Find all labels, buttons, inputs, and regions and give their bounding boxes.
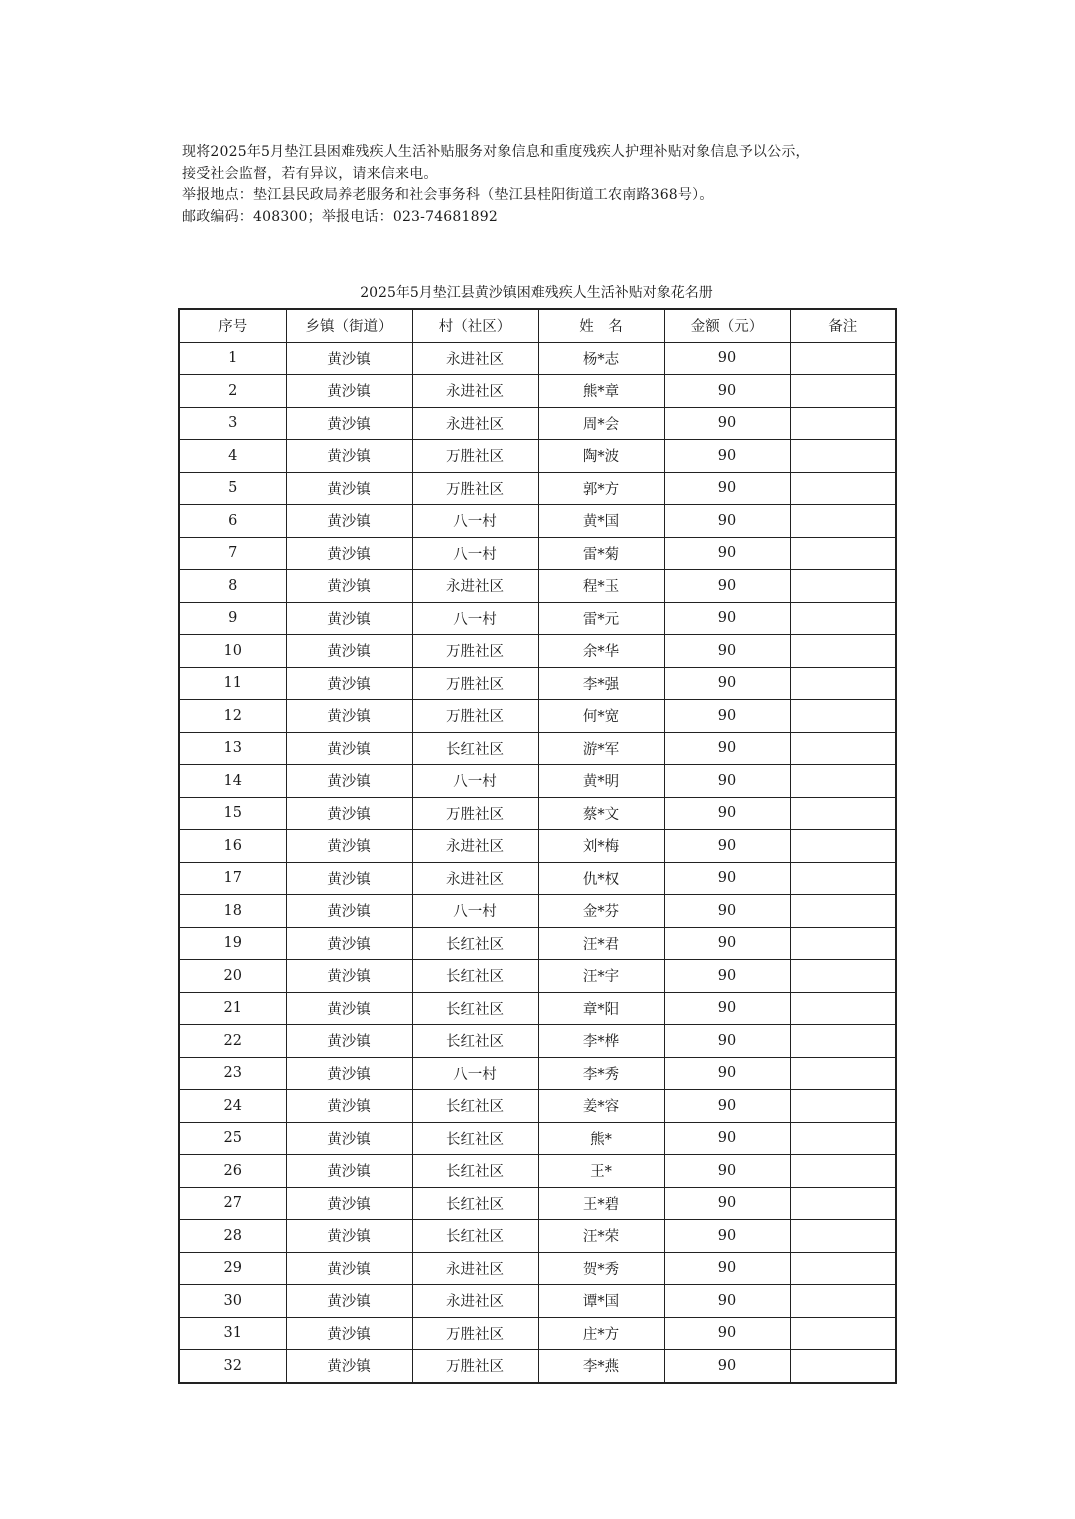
cell-name: 何*宽 (538, 700, 664, 733)
cell-amount: 90 (664, 700, 790, 733)
cell-town: 黄沙镇 (286, 895, 412, 928)
notice-line-4: 邮政编码：408300；举报电话：023-74681892 (182, 208, 498, 225)
cell-amount: 90 (664, 862, 790, 895)
cell-remark (790, 1350, 896, 1383)
cell-amount: 90 (664, 797, 790, 830)
cell-remark (790, 1187, 896, 1220)
cell-name: 汪*君 (538, 927, 664, 960)
cell-remark (790, 765, 896, 798)
cell-name: 刘*梅 (538, 830, 664, 863)
cell-index: 18 (179, 895, 286, 928)
cell-village: 万胜社区 (412, 1350, 538, 1383)
cell-amount: 90 (664, 765, 790, 798)
table-row (179, 862, 896, 895)
cell-name: 熊*章 (538, 375, 664, 408)
cell-village: 八一村 (412, 602, 538, 635)
cell-town: 黄沙镇 (286, 1057, 412, 1090)
cell-index: 31 (179, 1317, 286, 1350)
header-remark: 备注 (790, 309, 896, 342)
cell-name: 李*强 (538, 667, 664, 700)
cell-amount: 90 (664, 1187, 790, 1220)
cell-name: 李*燕 (538, 1350, 664, 1383)
header-row (179, 309, 896, 342)
cell-village: 万胜社区 (412, 635, 538, 668)
table-row (179, 1057, 896, 1090)
cell-name: 雷*元 (538, 602, 664, 635)
cell-index: 19 (179, 927, 286, 960)
cell-town: 黄沙镇 (286, 1350, 412, 1383)
cell-amount: 90 (664, 960, 790, 993)
table-row (179, 407, 896, 440)
cell-remark (790, 895, 896, 928)
subsidy-roster-table (178, 308, 897, 1384)
cell-amount: 90 (664, 342, 790, 375)
cell-amount: 90 (664, 505, 790, 538)
table-row (179, 700, 896, 733)
table-row (179, 1350, 896, 1383)
cell-index: 24 (179, 1090, 286, 1123)
cell-amount: 90 (664, 472, 790, 505)
table-header (179, 309, 896, 342)
cell-index: 5 (179, 472, 286, 505)
cell-index: 15 (179, 797, 286, 830)
table-body (179, 342, 896, 1383)
cell-amount: 90 (664, 1155, 790, 1188)
table-row (179, 570, 896, 603)
cell-amount: 90 (664, 1057, 790, 1090)
cell-town: 黄沙镇 (286, 1187, 412, 1220)
cell-index: 14 (179, 765, 286, 798)
cell-name: 程*玉 (538, 570, 664, 603)
cell-village: 永进社区 (412, 1252, 538, 1285)
cell-town: 黄沙镇 (286, 472, 412, 505)
cell-name: 庄*方 (538, 1317, 664, 1350)
cell-index: 27 (179, 1187, 286, 1220)
cell-village: 八一村 (412, 505, 538, 538)
table-row (179, 732, 896, 765)
table-row (179, 1285, 896, 1318)
cell-town: 黄沙镇 (286, 440, 412, 473)
cell-town: 黄沙镇 (286, 960, 412, 993)
cell-amount: 90 (664, 537, 790, 570)
cell-town: 黄沙镇 (286, 407, 412, 440)
cell-name: 章*阳 (538, 992, 664, 1025)
cell-remark (790, 797, 896, 830)
cell-remark (790, 732, 896, 765)
cell-village: 长红社区 (412, 1122, 538, 1155)
table-row (179, 1187, 896, 1220)
cell-name: 黄*明 (538, 765, 664, 798)
cell-index: 4 (179, 440, 286, 473)
cell-remark (790, 1090, 896, 1123)
cell-index: 17 (179, 862, 286, 895)
cell-town: 黄沙镇 (286, 732, 412, 765)
cell-remark (790, 342, 896, 375)
cell-remark (790, 1025, 896, 1058)
cell-index: 20 (179, 960, 286, 993)
cell-village: 长红社区 (412, 992, 538, 1025)
cell-town: 黄沙镇 (286, 862, 412, 895)
cell-amount: 90 (664, 927, 790, 960)
cell-index: 13 (179, 732, 286, 765)
header-name: 姓 名 (538, 309, 664, 342)
cell-town: 黄沙镇 (286, 830, 412, 863)
cell-amount: 90 (664, 895, 790, 928)
cell-remark (790, 635, 896, 668)
cell-town: 黄沙镇 (286, 1025, 412, 1058)
table-row (179, 797, 896, 830)
cell-name: 王*碧 (538, 1187, 664, 1220)
cell-amount: 90 (664, 667, 790, 700)
cell-town: 黄沙镇 (286, 927, 412, 960)
cell-village: 长红社区 (412, 1090, 538, 1123)
cell-remark (790, 960, 896, 993)
cell-remark (790, 537, 896, 570)
table-row (179, 1025, 896, 1058)
cell-village: 长红社区 (412, 1025, 538, 1058)
cell-amount: 90 (664, 1122, 790, 1155)
cell-name: 黄*国 (538, 505, 664, 538)
cell-village: 八一村 (412, 1057, 538, 1090)
cell-index: 23 (179, 1057, 286, 1090)
cell-amount: 90 (664, 1025, 790, 1058)
cell-town: 黄沙镇 (286, 992, 412, 1025)
table-row (179, 635, 896, 668)
cell-village: 长红社区 (412, 960, 538, 993)
cell-remark (790, 602, 896, 635)
table-row (179, 342, 896, 375)
cell-amount: 90 (664, 635, 790, 668)
cell-name: 余*华 (538, 635, 664, 668)
cell-name: 游*军 (538, 732, 664, 765)
cell-name: 王* (538, 1155, 664, 1188)
cell-amount: 90 (664, 407, 790, 440)
cell-village: 长红社区 (412, 927, 538, 960)
cell-name: 金*芬 (538, 895, 664, 928)
cell-index: 2 (179, 375, 286, 408)
cell-amount: 90 (664, 375, 790, 408)
cell-remark (790, 440, 896, 473)
cell-index: 29 (179, 1252, 286, 1285)
notice-line-1: 现将2025年5月垫江县困难残疾人生活补贴服务对象信息和重度残疾人护理补贴对象信息予以公示， (182, 144, 810, 160)
cell-amount: 90 (664, 1317, 790, 1350)
cell-index: 6 (179, 505, 286, 538)
cell-town: 黄沙镇 (286, 700, 412, 733)
cell-town: 黄沙镇 (286, 1090, 412, 1123)
cell-remark (790, 700, 896, 733)
cell-name: 郭*方 (538, 472, 664, 505)
cell-remark (790, 1155, 896, 1188)
cell-name: 汪*宇 (538, 960, 664, 993)
cell-index: 10 (179, 635, 286, 668)
cell-remark (790, 375, 896, 408)
cell-amount: 90 (664, 1220, 790, 1253)
cell-remark (790, 862, 896, 895)
table-row (179, 1220, 896, 1253)
cell-amount: 90 (664, 1350, 790, 1383)
cell-village: 永进社区 (412, 830, 538, 863)
cell-amount: 90 (664, 1090, 790, 1123)
cell-name: 汪*荣 (538, 1220, 664, 1253)
table-row (179, 505, 896, 538)
notice-line-3: 举报地点：垫江县民政局养老服务和社会事务科（垫江县桂阳街道工农南路368号）。 (182, 187, 714, 203)
cell-remark (790, 1317, 896, 1350)
cell-remark (790, 1057, 896, 1090)
cell-name: 陶*波 (538, 440, 664, 473)
cell-amount: 90 (664, 440, 790, 473)
cell-town: 黄沙镇 (286, 635, 412, 668)
cell-name: 雷*菊 (538, 537, 664, 570)
cell-village: 永进社区 (412, 375, 538, 408)
cell-amount: 90 (664, 1252, 790, 1285)
cell-town: 黄沙镇 (286, 667, 412, 700)
cell-remark (790, 472, 896, 505)
cell-village: 长红社区 (412, 1155, 538, 1188)
cell-town: 黄沙镇 (286, 765, 412, 798)
cell-index: 28 (179, 1220, 286, 1253)
cell-index: 32 (179, 1350, 286, 1383)
cell-index: 1 (179, 342, 286, 375)
cell-village: 万胜社区 (412, 472, 538, 505)
table-row (179, 537, 896, 570)
cell-town: 黄沙镇 (286, 797, 412, 830)
cell-amount: 90 (664, 1285, 790, 1318)
table-row (179, 667, 896, 700)
table-row (179, 895, 896, 928)
cell-index: 7 (179, 537, 286, 570)
cell-village: 永进社区 (412, 342, 538, 375)
cell-index: 26 (179, 1155, 286, 1188)
cell-amount: 90 (664, 602, 790, 635)
header-village: 村（社区） (412, 309, 538, 342)
cell-name: 蔡*文 (538, 797, 664, 830)
cell-village: 长红社区 (412, 1187, 538, 1220)
table-row (179, 830, 896, 863)
cell-town: 黄沙镇 (286, 1122, 412, 1155)
cell-town: 黄沙镇 (286, 375, 412, 408)
cell-remark (790, 1285, 896, 1318)
cell-remark (790, 830, 896, 863)
table-row (179, 765, 896, 798)
cell-town: 黄沙镇 (286, 537, 412, 570)
cell-index: 16 (179, 830, 286, 863)
cell-name: 熊* (538, 1122, 664, 1155)
cell-village: 万胜社区 (412, 797, 538, 830)
header-town: 乡镇（街道） (286, 309, 412, 342)
cell-village: 八一村 (412, 537, 538, 570)
header-index: 序号 (179, 309, 286, 342)
cell-name: 李*秀 (538, 1057, 664, 1090)
cell-town: 黄沙镇 (286, 1285, 412, 1318)
cell-remark (790, 1252, 896, 1285)
cell-index: 9 (179, 602, 286, 635)
table-row (179, 1155, 896, 1188)
cell-town: 黄沙镇 (286, 1252, 412, 1285)
cell-town: 黄沙镇 (286, 602, 412, 635)
cell-name: 姜*容 (538, 1090, 664, 1123)
table-row (179, 992, 896, 1025)
cell-village: 万胜社区 (412, 1317, 538, 1350)
cell-remark (790, 570, 896, 603)
cell-village: 万胜社区 (412, 440, 538, 473)
cell-village: 长红社区 (412, 1220, 538, 1253)
table-row (179, 375, 896, 408)
cell-town: 黄沙镇 (286, 505, 412, 538)
cell-remark (790, 1220, 896, 1253)
table-row (179, 1317, 896, 1350)
cell-index: 30 (179, 1285, 286, 1318)
notice-line-2: 接受社会监督，若有异议，请来信来电。 (182, 165, 438, 182)
cell-index: 11 (179, 667, 286, 700)
table-row (179, 472, 896, 505)
table-row (179, 1090, 896, 1123)
cell-remark (790, 407, 896, 440)
cell-index: 3 (179, 407, 286, 440)
cell-name: 谭*国 (538, 1285, 664, 1318)
cell-name: 周*会 (538, 407, 664, 440)
cell-amount: 90 (664, 830, 790, 863)
cell-town: 黄沙镇 (286, 1220, 412, 1253)
cell-remark (790, 927, 896, 960)
cell-village: 永进社区 (412, 862, 538, 895)
table-title: 2025年5月垫江县黄沙镇困难残疾人生活补贴对象花名册 (360, 285, 713, 301)
public-notice (182, 142, 902, 228)
cell-remark (790, 992, 896, 1025)
cell-index: 21 (179, 992, 286, 1025)
cell-name: 杨*志 (538, 342, 664, 375)
cell-town: 黄沙镇 (286, 570, 412, 603)
cell-village: 万胜社区 (412, 700, 538, 733)
cell-name: 李*桦 (538, 1025, 664, 1058)
cell-name: 贺*秀 (538, 1252, 664, 1285)
cell-village: 万胜社区 (412, 667, 538, 700)
table-row (179, 602, 896, 635)
cell-village: 永进社区 (412, 1285, 538, 1318)
table-row (179, 927, 896, 960)
cell-town: 黄沙镇 (286, 1317, 412, 1350)
cell-village: 八一村 (412, 765, 538, 798)
cell-village: 长红社区 (412, 732, 538, 765)
cell-town: 黄沙镇 (286, 342, 412, 375)
cell-index: 25 (179, 1122, 286, 1155)
table-row (179, 1252, 896, 1285)
cell-index: 12 (179, 700, 286, 733)
cell-index: 22 (179, 1025, 286, 1058)
cell-village: 永进社区 (412, 570, 538, 603)
cell-remark (790, 505, 896, 538)
cell-remark (790, 1122, 896, 1155)
header-amount: 金额（元） (664, 309, 790, 342)
table-row (179, 1122, 896, 1155)
cell-amount: 90 (664, 570, 790, 603)
cell-index: 8 (179, 570, 286, 603)
table-row (179, 440, 896, 473)
table-row (179, 960, 896, 993)
cell-town: 黄沙镇 (286, 1155, 412, 1188)
cell-amount: 90 (664, 992, 790, 1025)
cell-name: 仇*权 (538, 862, 664, 895)
cell-village: 八一村 (412, 895, 538, 928)
cell-village: 永进社区 (412, 407, 538, 440)
cell-remark (790, 667, 896, 700)
cell-amount: 90 (664, 732, 790, 765)
